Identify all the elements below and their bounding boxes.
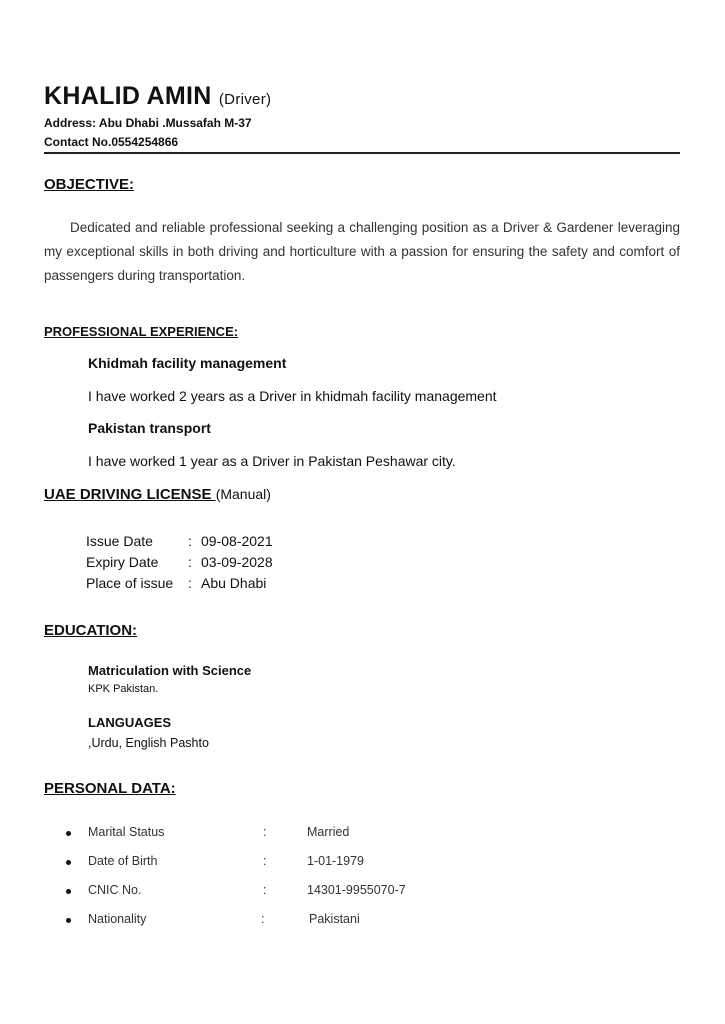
name-text: KHALID AMIN: [44, 82, 212, 110]
license-heading: [44, 486, 271, 504]
license-title: UAE DRIVING LICENSE: [44, 486, 216, 503]
license-value: 09-08-2021: [201, 533, 273, 549]
bullet-icon: [66, 918, 71, 923]
personal-label: CNIC No.: [88, 883, 142, 897]
role: (Driver): [218, 91, 272, 108]
license-label: Place of issue: [86, 575, 174, 591]
company: Pakistan transport: [88, 420, 211, 436]
candidate-name: [44, 82, 271, 111]
contact: Contact No.0554254866: [44, 135, 179, 149]
sep: :: [263, 825, 267, 839]
address: Address: Abu Dhabi .Mussafah M-37: [44, 116, 252, 130]
personal-value: 14301-9955070-7: [307, 883, 406, 897]
license-label: Issue Date: [86, 533, 153, 549]
personal-label: Nationality: [88, 912, 147, 926]
personal-label: Marital Status: [88, 825, 165, 839]
education-heading: EDUCATION:: [44, 622, 138, 639]
personal-value: Pakistani: [309, 912, 360, 926]
objective-text: Dedicated and reliable professional seeking a challenging position as a Driver & Gardener leveraging my exceptional skills in both driving and horticulture with a passion for ensuring the safety and comfort of passengers during transportation.: [44, 220, 680, 283]
bullet-icon: [66, 831, 71, 836]
license-value: Abu Dhabi: [201, 575, 267, 591]
personal-value: 1-01-1979: [307, 854, 364, 868]
sep: :: [261, 912, 265, 926]
license-value: 03-09-2028: [201, 554, 273, 570]
personal-value: Married: [307, 825, 350, 839]
sep: :: [263, 883, 267, 897]
license-type: (Manual): [215, 486, 271, 502]
objective-heading: OBJECTIVE:: [44, 176, 135, 193]
bullet-icon: [66, 860, 71, 865]
personal-label: Date of Birth: [88, 854, 158, 868]
experience-heading: PROFESSIONAL EXPERIENCE:: [44, 324, 239, 339]
degree-place: KPK Pakistan.: [88, 683, 159, 695]
personal-heading: PERSONAL DATA:: [44, 780, 176, 797]
languages-heading: LANGUAGES: [88, 715, 172, 730]
bullet-icon: [66, 889, 71, 894]
company: Khidmah facility management: [88, 355, 287, 371]
languages: ,Urdu, English Pashto: [88, 736, 209, 750]
license-label: Expiry Date: [86, 554, 159, 570]
sep: :: [188, 533, 192, 549]
degree: Matriculation with Science: [88, 663, 252, 678]
experience-desc: I have worked 2 years as a Driver in khidmah facility management: [88, 388, 497, 404]
sep: :: [188, 575, 192, 591]
divider: [44, 152, 680, 154]
sep: :: [188, 554, 192, 570]
sep: :: [263, 854, 267, 868]
experience-desc: I have worked 1 year as a Driver in Pakistan Peshawar city.: [88, 453, 456, 469]
